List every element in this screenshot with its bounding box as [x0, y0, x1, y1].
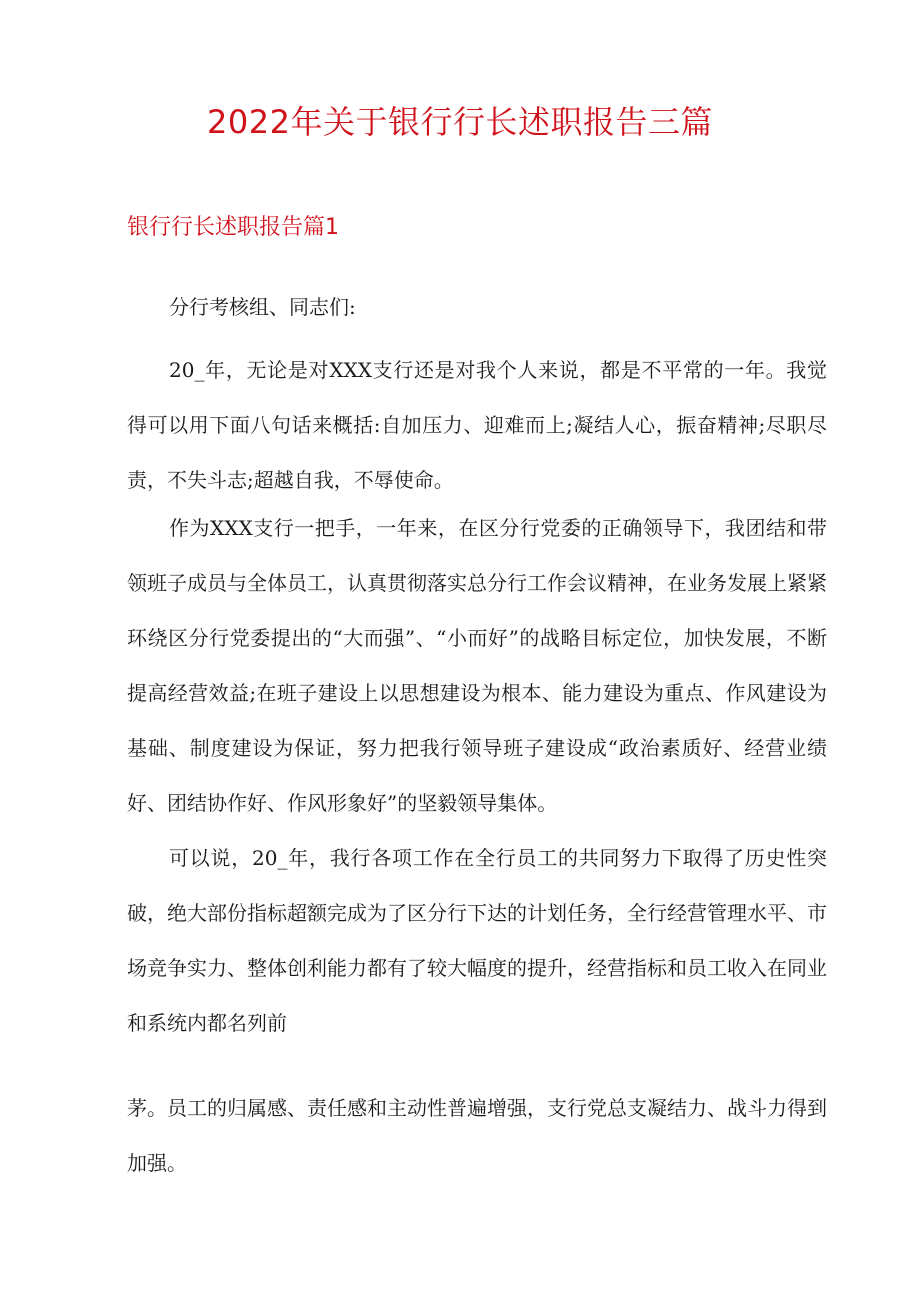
body-paragraph-1: 20_年，无论是对XXX支行还是对我个人来说，都是不平常的一年。我觉得可以用下面八句话来概括:自加压力、迎难而上;凝结人心，振奋精神;尽职尽责，不失斗志;超越自我，不辱使命。 — [127, 358, 827, 492]
body-paragraph-4: 茅。员工的归属感、责任感和主动性普遍增强，支行党总支凝结力、战斗力得到加强。 — [127, 1096, 827, 1175]
body-paragraph-3: 可以说，20_年，我行各项工作在全行员工的共同努力下取得了历史性突破，绝大部份指标超额完成为了区分行下达的计划任务，全行经营管理水平、市场竞争实力、整体创利能力都有了较大幅度的提升，经营指标和员工收入在同业和系统内都名列前 — [127, 846, 827, 1035]
greeting-paragraph: 分行考核组、同志们: — [169, 295, 356, 319]
body-paragraph-2: 作为XXX支行一把手，一年来，在区分行党委的正确领导下，我团结和带领班子成员与全体员工，认真贯彻落实总分行工作会议精神，在业务发展上紧紧环绕区分行党委提出的“大而强”、“小而好”的战略目标定位，加快发展，不断提高经营效益;在班子建设上以思想建设为根本、能力建设为重点、作风建设为基础、制度建设为保证，努力把我行领导班子建设成“政治素质好、经营业绩好、团结协作好、作风形象好”的坚毅领导集体。 — [127, 516, 827, 815]
document-title: 2022年关于银行行长述职报告三篇 — [207, 103, 713, 141]
section-heading: 银行行长述职报告篇1 — [127, 215, 339, 240]
